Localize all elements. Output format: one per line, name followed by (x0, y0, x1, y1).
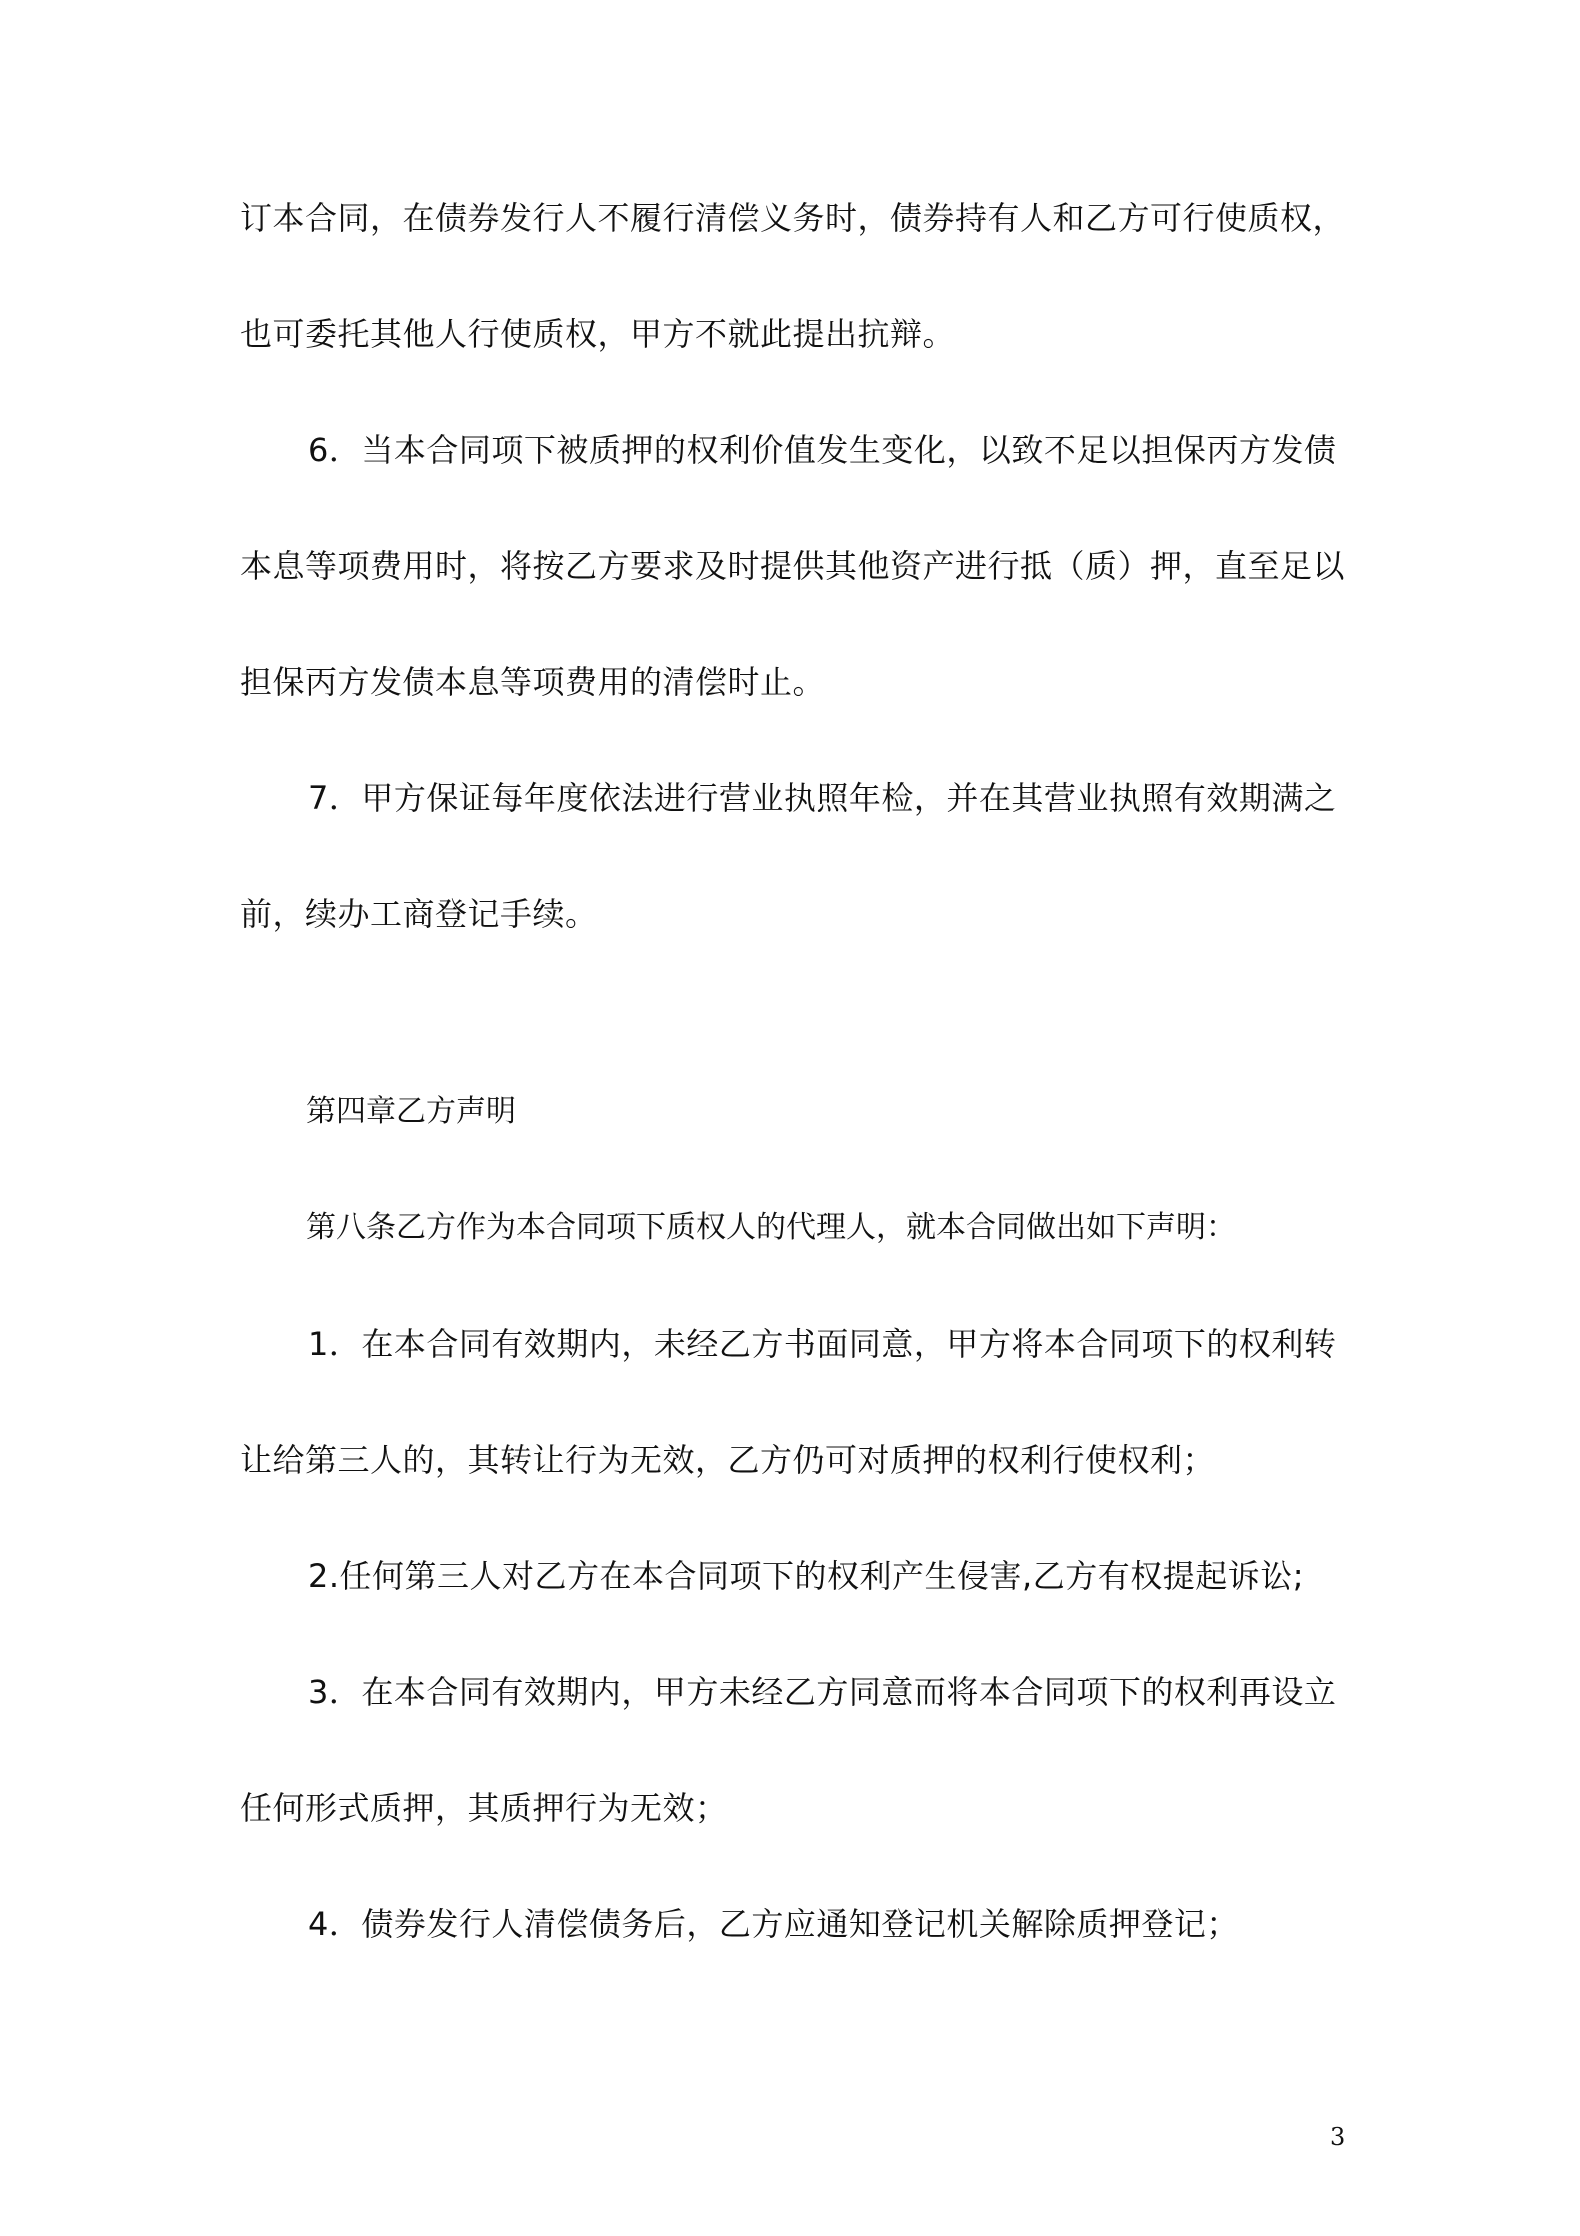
article-8-intro: 第八条乙方作为本合同项下质权人的代理人，就本合同做出如下声明： (306, 1210, 1236, 1245)
declaration-4: 4．债券发行人清偿债务后，乙方应通知登记机关解除质押登记； (308, 1905, 1239, 1943)
clause-7-line-1: 7．甲方保证每年度依法进行营业执照年检，并在其营业执照有效期满之 (308, 779, 1337, 817)
paragraph-line-continuation-2: 也可委托其他人行使质权，甲方不就此提出抗辩。 (240, 315, 956, 353)
declaration-1-line-1: 1．在本合同有效期内，未经乙方书面同意，甲方将本合同项下的权利转 (308, 1325, 1337, 1363)
clause-7-line-2: 前，续办工商登记手续。 (240, 895, 598, 933)
page-number: 3 (1330, 2123, 1346, 2151)
clause-6-line-2: 本息等项费用时，将按乙方要求及时提供其他资产进行抵（质）押，直至足以 (240, 547, 1346, 585)
clause-6-line-1: 6．当本合同项下被质押的权利价值发生变化，以致不足以担保丙方发债 (308, 431, 1337, 469)
declaration-1-line-2: 让给第三人的，其转让行为无效，乙方仍可对质押的权利行使权利； (240, 1441, 1216, 1479)
chapter-heading: 第四章乙方声明 (306, 1094, 516, 1129)
declaration-2: 2.任何第三人对乙方在本合同项下的权利产生侵害,乙方有权提起诉讼; (308, 1557, 1304, 1595)
paragraph-line-continuation-1: 订本合同，在债券发行人不履行清偿义务时，债券持有人和乙方可行使质权， (240, 199, 1346, 237)
clause-6-line-3: 担保丙方发债本息等项费用的清偿时止。 (240, 663, 826, 701)
declaration-3-line-2: 任何形式质押，其质押行为无效； (240, 1789, 728, 1827)
declaration-3-line-1: 3．在本合同有效期内，甲方未经乙方同意而将本合同项下的权利再设立 (308, 1673, 1337, 1711)
